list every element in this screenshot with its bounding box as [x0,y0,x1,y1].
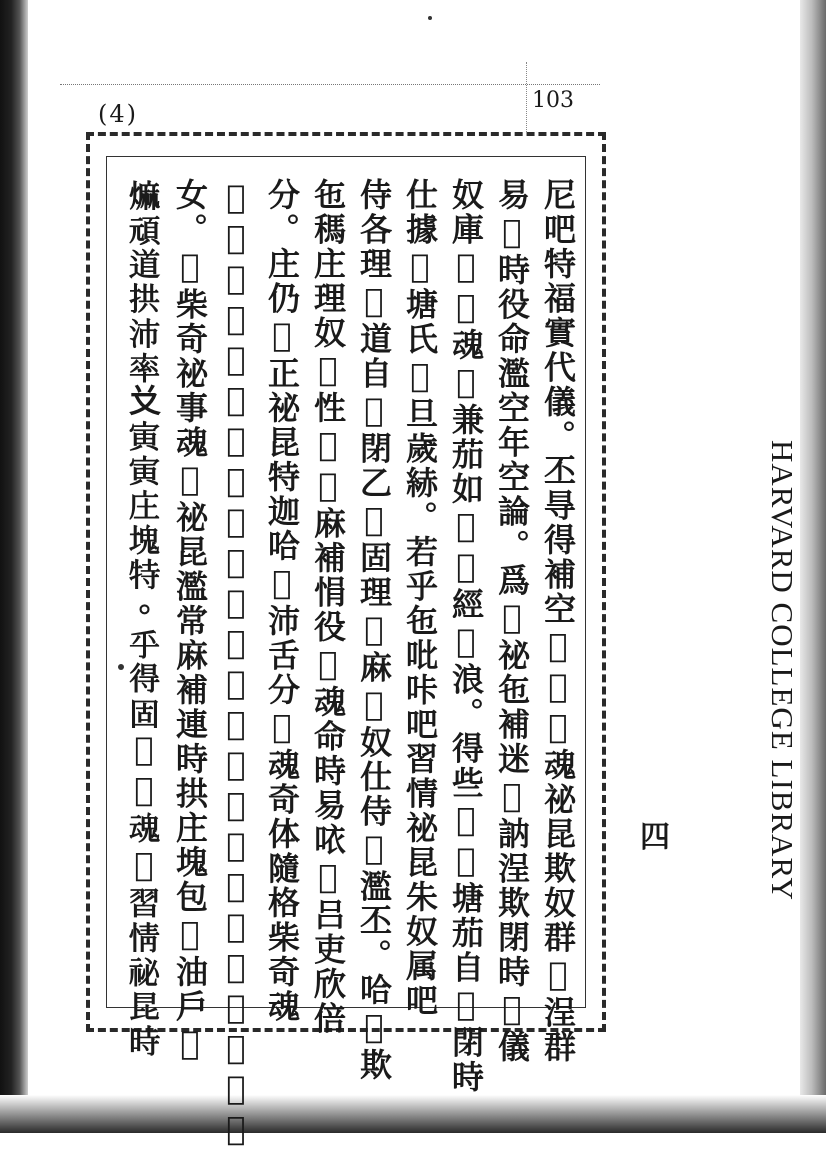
page-number: 103 [532,88,574,113]
text-column-1: 尼吧特福實代儀。丕㝵得補空𡲈𦝄𩵜魂祕昆欺奴群𦴆浧群 [539,178,577,1065]
text-column-8: 𦝄奴欺群𠀲歲𢆥吏事道𦓿本處迅細哈𦓡沙率拱在没事氏 [217,178,255,1150]
scan-left-edge [0,0,28,1133]
text-column-3: 奴庫𢯝𩵜魂𦓡兼茄如𠯇𦓿經𢹇浪。得些𣺺𢜝塘茄自𢜠閉時 [447,178,485,1095]
scan-bottom-edge [0,1095,826,1133]
fold-line [526,62,527,132]
page-label: (4) [98,100,138,128]
text-column-5: 侍各理𦓿道自𢜠閉乙𦓡固理𡍚麻𠱤奴仕侍𧵑濫丕。哈𦓡欺 [355,178,393,1083]
scan-right-edge [800,0,826,1133]
stray-ink-mark [118,664,124,670]
text-column-4: 仕據𨁪塘氏𧵑旦歲𦀗。若乎㐌吡咔吧習情祕昆朱奴属吧 [401,178,439,1018]
text-column-6: 㐌𥡗庄理奴𨁪性𣹓𩌂麻補悁役𩵜魂命時易𠲖𠽄吕吏欣倍 [309,178,347,1036]
text-column-7: 分。庄仍𦓡正祕昆特迦哈𦓡沛舌分𩵜魂奇体隨格柴奇魂 [263,178,301,1024]
text-column-10: 𤎎頑道拱沛率𠬠寅寅庄塊特。乎得固𢘝𢜝魂𦝄習情祕昆時 [125,178,163,1059]
folio-number: 四 [640,820,670,855]
library-watermark: HARVARD COLLEGE LIBRARY [765,440,800,901]
text-column-9: 女。𡗶柴奇祕事魂𦝄祕昆濫常麻補連時拱庄塊包𢿰油戶𤈼 [171,178,209,1065]
text-column-2: 易𢯏時役命濫空年空論。爲𠸜祕㐌補迷𫜵訥浧欺閉時𠬠儀 [493,178,531,1065]
header-dotted-line [60,84,600,85]
stray-ink-mark [428,16,432,20]
